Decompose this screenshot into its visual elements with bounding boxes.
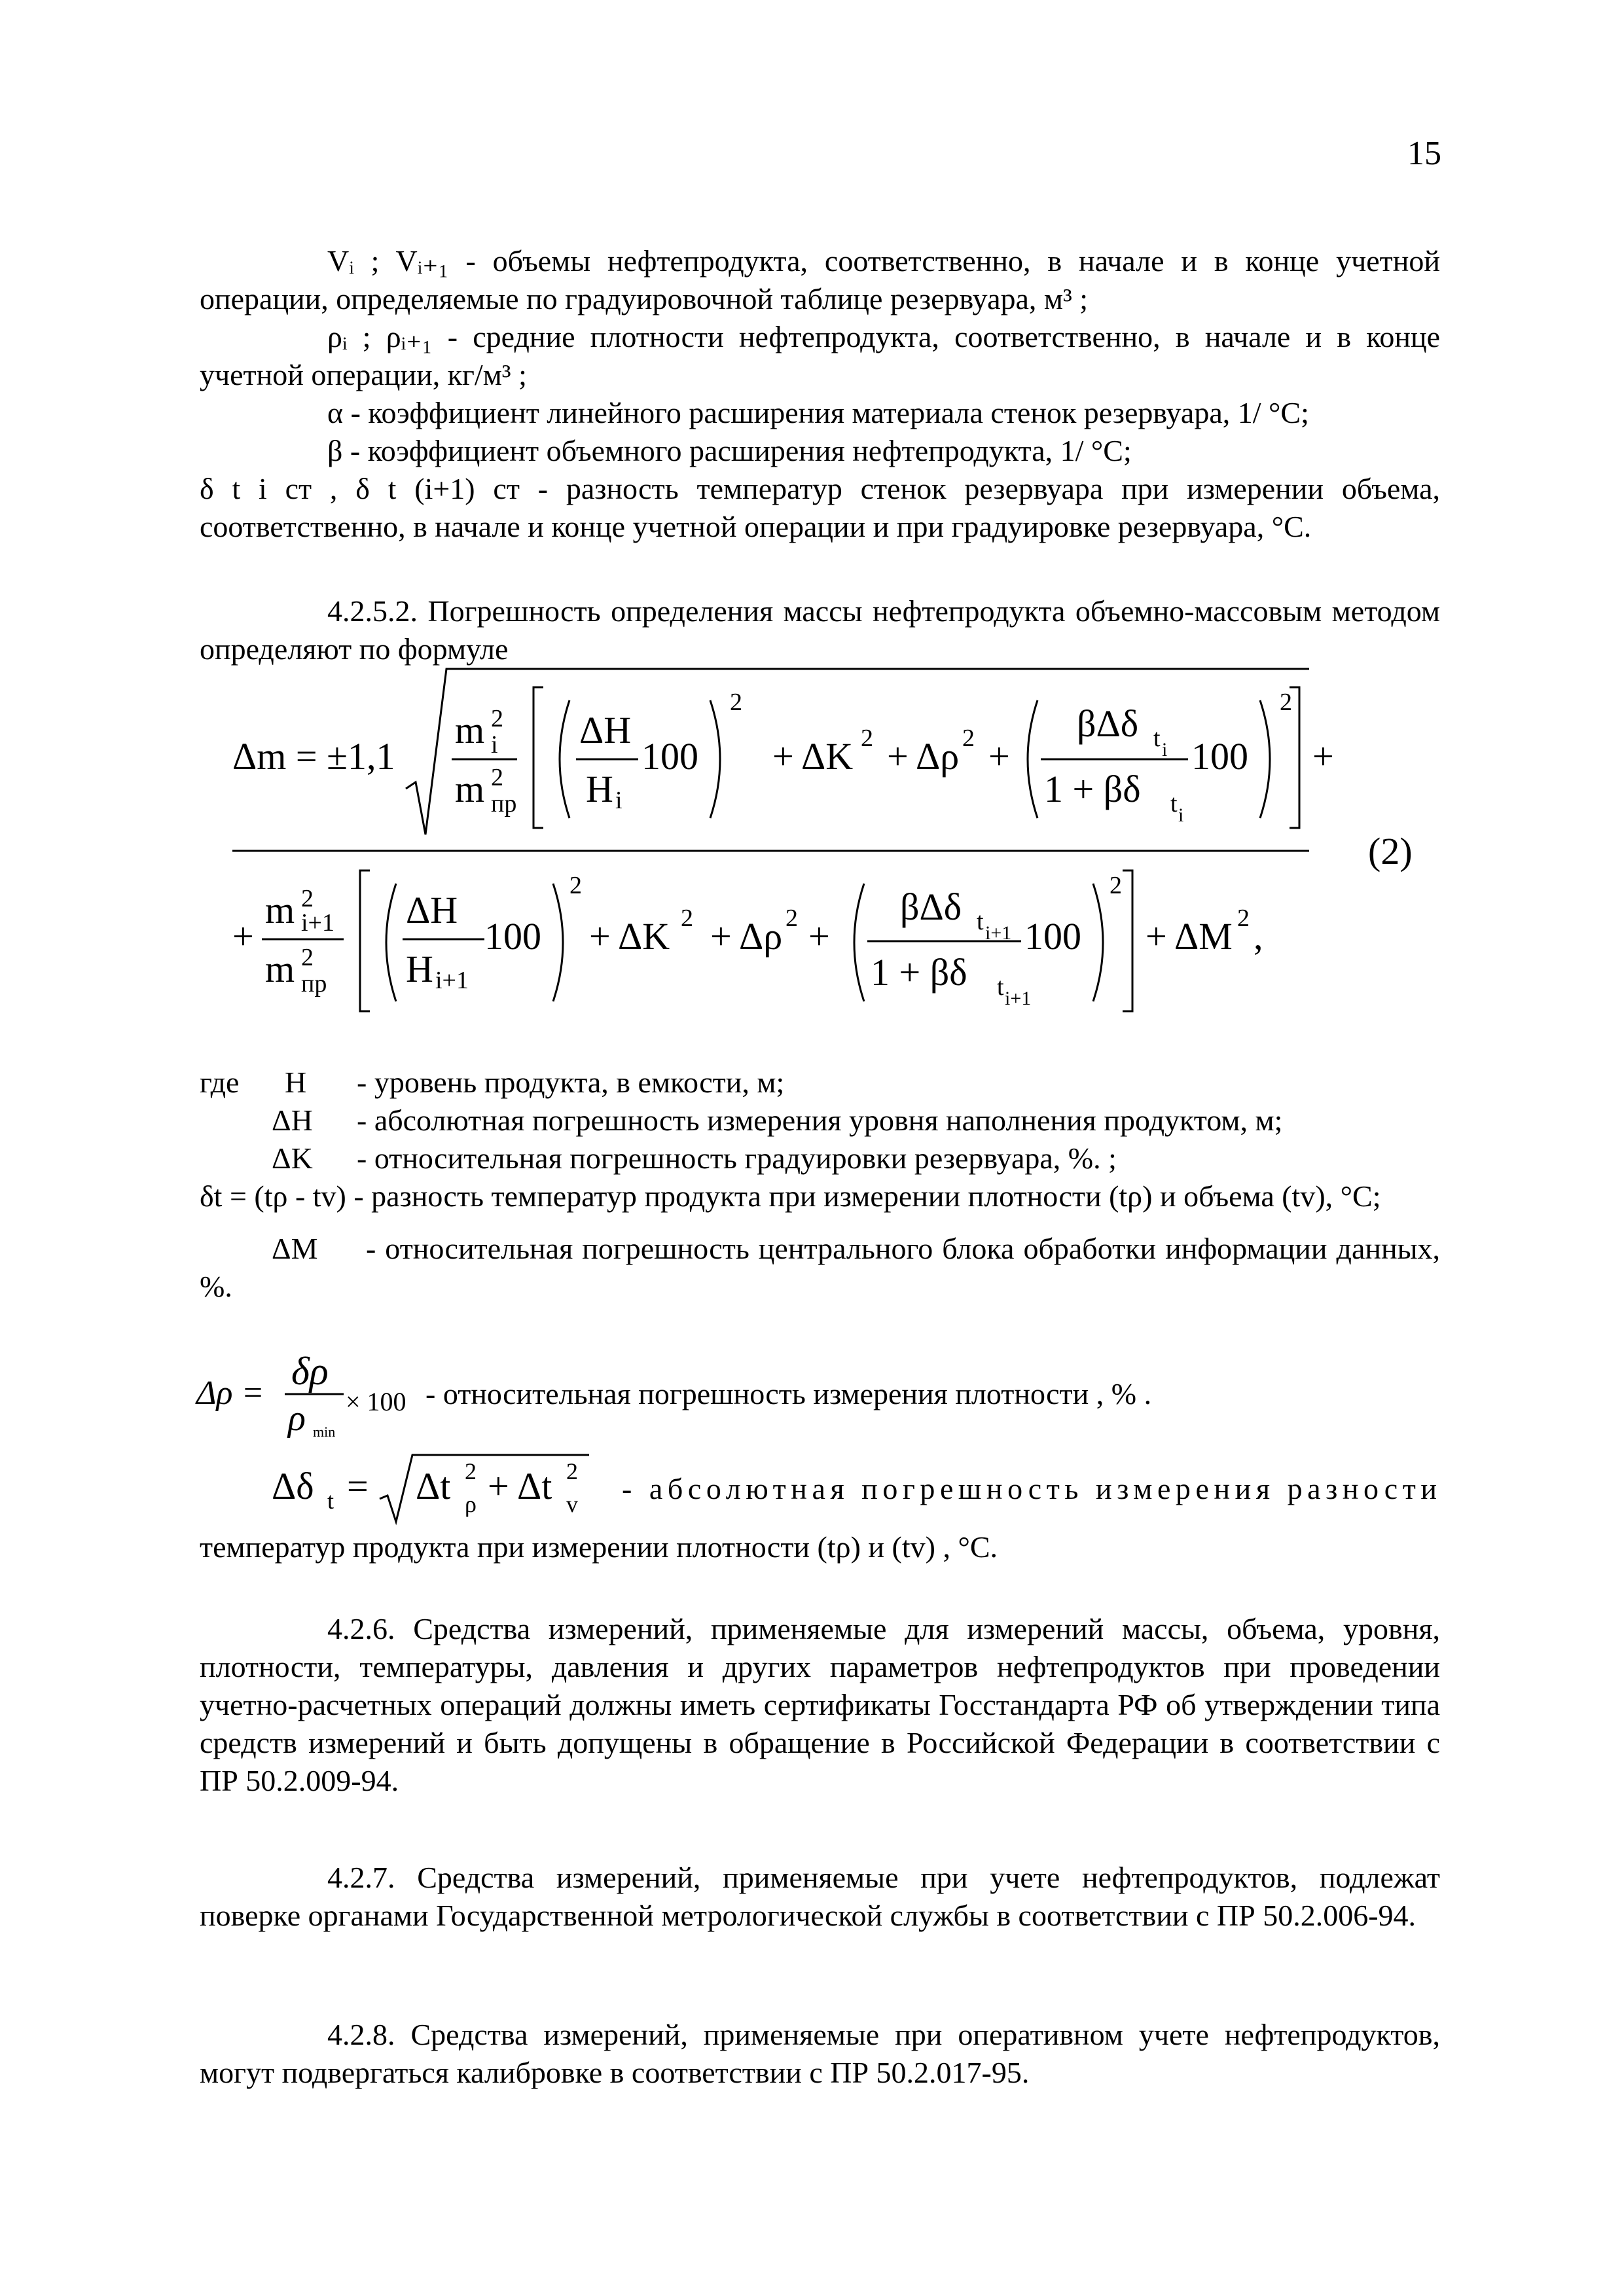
- where-dk: [200, 1139, 1440, 1177]
- paren-right: [710, 700, 720, 818]
- beta-delta-sub: t: [1153, 725, 1161, 752]
- beta-delta-sub-i: i: [1162, 739, 1168, 761]
- beta-delta-num: βΔδ: [1077, 702, 1139, 745]
- definitions-top: [200, 242, 1440, 546]
- coef-num-2-exp: 2: [301, 885, 314, 912]
- coef-num: m: [455, 709, 485, 751]
- dH-num-2: ΔH: [406, 889, 458, 931]
- section-4-2-5-2-text: 4.2.5.2. Погрешность определения массы нефтепродукта объемно-массовым методом определяют по формуле: [200, 594, 1440, 666]
- dK-exp: 2: [861, 725, 873, 752]
- definition-text: - разность температур стенок резервуара при измерении объема, соответственно, в начале и конце учетной операции и при градуировке резервуара, °С.: [200, 472, 1440, 543]
- where-block: [200, 1064, 1440, 1306]
- where-delta-t: δt = (tρ - tv) - разность температур продукта при измерении плотности (tρ) и объема (tv), °С;: [200, 1179, 1381, 1213]
- where-dh: [200, 1102, 1440, 1139]
- dH-den: H: [586, 768, 613, 810]
- paren-right-2: [1260, 700, 1270, 818]
- ddelta-rad-1: Δt: [416, 1465, 451, 1507]
- where-symbol: H: [285, 1066, 307, 1099]
- ddelta-rad-1-sub: ρ: [465, 1491, 477, 1517]
- hundred-3: 100: [484, 915, 541, 958]
- beta-delta-num-2: βΔδ: [900, 886, 962, 928]
- ddelta-text-2: температур продукта при измерении плотности (tρ) и (tv) , °С.: [200, 1530, 998, 1564]
- drho-term: + Δρ: [887, 735, 960, 778]
- definition-text: - коэффициент линейного расширения материала стенок резервуара, 1/ °С;: [343, 396, 1309, 429]
- definition-symbol: α: [327, 396, 344, 429]
- drho-mult: × 100: [346, 1387, 406, 1416]
- coef-den-exp: 2: [491, 764, 503, 791]
- where-symbol: ΔM: [272, 1232, 318, 1265]
- hundred-4: 100: [1024, 915, 1081, 958]
- dH-den-sub: i: [615, 787, 623, 814]
- coef-den-2-sub: пр: [301, 970, 327, 997]
- dH-den-2-sub: i+1: [435, 967, 469, 994]
- dH-den-2: H: [406, 948, 433, 990]
- paren-left-4: [854, 884, 864, 1001]
- formula-number: (2): [1368, 830, 1413, 872]
- one-plus-den-sub-i: i: [1178, 804, 1184, 826]
- formula-2-svg: [203, 661, 1610, 1041]
- hundred-2: 100: [1191, 735, 1248, 778]
- coef-den-sub: пр: [491, 790, 517, 817]
- section-4-2-7-text: 4.2.7. Средства измерений, применяемые при учете нефтепродуктов, подлежат поверке органами Государственной метрологической службы в соответствии с ПР 50.2.006-94.: [200, 1861, 1440, 1932]
- drho-num: δρ: [291, 1350, 329, 1393]
- one-plus-den-2: 1 + βδ: [871, 951, 967, 994]
- paren-left: [560, 700, 569, 818]
- paren-right-4: [1093, 884, 1103, 1001]
- coef-den: m: [455, 768, 485, 810]
- one-plus-den-2-sub-i: i+1: [1005, 988, 1032, 1009]
- formula-ddelta: [196, 1450, 1440, 1528]
- where-dm: [200, 1230, 1440, 1306]
- where-text: - абсолютная погрешность измерения уровня наполнения продуктом, м;: [357, 1103, 1283, 1137]
- exp-1: 2: [730, 689, 742, 716]
- where-label: где: [200, 1066, 240, 1099]
- definition-text: - коэффициент объемного расширения нефтепродукта, 1/ °С;: [342, 434, 1132, 467]
- exp-4: 2: [1110, 872, 1122, 899]
- paren-right-3: [553, 884, 563, 1001]
- coef-num-2-sub: i+1: [301, 909, 334, 937]
- definition-symbol: ρᵢ ; ρᵢ₊₁: [327, 320, 433, 353]
- formula-lhs: Δm = ±1,1: [232, 735, 395, 778]
- drho-den: ρ: [288, 1398, 306, 1439]
- coef-den-2: m: [265, 948, 295, 990]
- where-symbol: ΔH: [272, 1103, 313, 1137]
- ddelta-rad-2-exp: 2: [566, 1458, 578, 1484]
- plus-4: +: [808, 915, 830, 958]
- coef-num-2: m: [265, 889, 295, 931]
- beta-delta-2-sub: t: [977, 908, 984, 935]
- section-4-2-7: [200, 1859, 1440, 1935]
- definition-alpha: [200, 394, 1440, 432]
- definition-symbol: Vᵢ ; Vᵢ₊₁: [327, 244, 449, 278]
- ddelta-rad-2-sub: v: [566, 1491, 578, 1517]
- definition-text: - средние плотности нефтепродукта, соответственно, в начале и в конце учетной операции, кг/м³ ;: [200, 320, 1440, 391]
- dM-term: + ΔM: [1146, 915, 1233, 958]
- where-text: - относительная погрешность градуировки резервуара, %. ;: [357, 1141, 1117, 1175]
- where-text: - уровень продукта, в емкости, м;: [357, 1066, 785, 1099]
- page-number: 15: [1407, 135, 1441, 172]
- ddelta-text: - абсолютная погрешность измерения разности: [622, 1472, 1437, 1505]
- dK-term: + ΔK: [772, 735, 854, 778]
- dK-exp-2: 2: [681, 905, 693, 932]
- definition-delta-t: [200, 470, 1440, 546]
- one-plus-den-2-sub: t: [997, 973, 1004, 1001]
- definition-text: - объемы нефтепродукта, соответственно, в начале и в конце учетной операции, определяемые по градуировочной таблице резервуара, м³ ;: [200, 244, 1440, 315]
- ddelta-lhs-sub: t: [327, 1488, 334, 1514]
- formula-comma: ,: [1254, 915, 1263, 958]
- beta-delta-2-sub-i: i+1: [985, 922, 1012, 944]
- section-4-2-8: [200, 2016, 1440, 2092]
- dK-term-2: + ΔK: [589, 915, 670, 958]
- bracket-left-2: [360, 870, 370, 1011]
- ddelta-eq: =: [347, 1465, 369, 1507]
- plus-1: +: [988, 735, 1010, 778]
- drho-text: - относительная погрешность измерения плотности , % .: [425, 1377, 1152, 1410]
- where-symbol: ΔK: [272, 1141, 313, 1175]
- coef-den-2-exp: 2: [301, 944, 314, 971]
- ddelta-continuation: [200, 1528, 1440, 1566]
- drho-exp-2: 2: [785, 905, 798, 932]
- section-4-2-6: [200, 1610, 1440, 1800]
- bracket-left: [533, 687, 543, 828]
- ddelta-radical: [380, 1455, 589, 1522]
- dH-num: ΔH: [579, 709, 632, 751]
- bracket-right-2: [1123, 870, 1132, 1011]
- section-4-2-8-text: 4.2.8. Средства измерений, применяемые при оперативном учете нефтепродуктов, могут подвергаться калибровке в соответствии с ПР 50.2.017-95.: [200, 2018, 1440, 2089]
- formula-ddelta-svg: [196, 1450, 1440, 1528]
- formula-drho: [196, 1345, 1440, 1443]
- ddelta-rad-1-exp: 2: [465, 1458, 477, 1484]
- ddelta-plus: +: [488, 1465, 509, 1507]
- definition-symbol: β: [327, 434, 343, 467]
- drho-lhs: Δρ =: [196, 1374, 264, 1412]
- drho-exp: 2: [962, 725, 975, 752]
- definition-v: [200, 242, 1440, 318]
- exp-3: 2: [569, 872, 582, 899]
- coef-num-sub: i: [491, 731, 498, 759]
- ddelta-lhs: Δδ: [272, 1465, 314, 1507]
- plus-3: +: [232, 915, 254, 958]
- drho-term-2: + Δρ: [710, 915, 783, 958]
- formula-2: [203, 661, 1610, 1041]
- ddelta-rad-2: Δt: [517, 1465, 552, 1507]
- paren-left-3: [386, 884, 396, 1001]
- definition-rho: [200, 318, 1440, 394]
- paren-left-2: [1028, 700, 1038, 818]
- section-4-2-5-2: [200, 592, 1440, 668]
- definition-symbol: δ t i ст , δ t (i+1) ст: [200, 472, 520, 505]
- definition-beta: [200, 432, 1440, 470]
- plus-2: +: [1312, 735, 1334, 778]
- where-text: - относительная погрешность центрального блока обработки информации данных, %.: [200, 1232, 1440, 1303]
- section-4-2-6-text: 4.2.6. Средства измерений, применяемые для измерений массы, объема, уровня, плотности, температуры, давления и других параметров нефтепродуктов при проведении учетно-расчетных операций должны иметь сертификаты Госстандарта РФ об утверждении типа средств измерений и быть допущены в обращение в Российской Федерации в соответствии с ПР 50.2.009-94.: [200, 1612, 1440, 1797]
- dM-exp: 2: [1237, 905, 1250, 932]
- exp-2: 2: [1280, 689, 1292, 716]
- one-plus-den: 1 + βδ: [1044, 768, 1141, 810]
- coef-num-exp: 2: [491, 705, 503, 732]
- hundred-1: 100: [641, 735, 698, 778]
- one-plus-den-sub: t: [1170, 790, 1178, 817]
- formula-drho-svg: [196, 1345, 1440, 1443]
- drho-den-sub: min: [313, 1424, 336, 1440]
- where-h: [200, 1064, 1440, 1102]
